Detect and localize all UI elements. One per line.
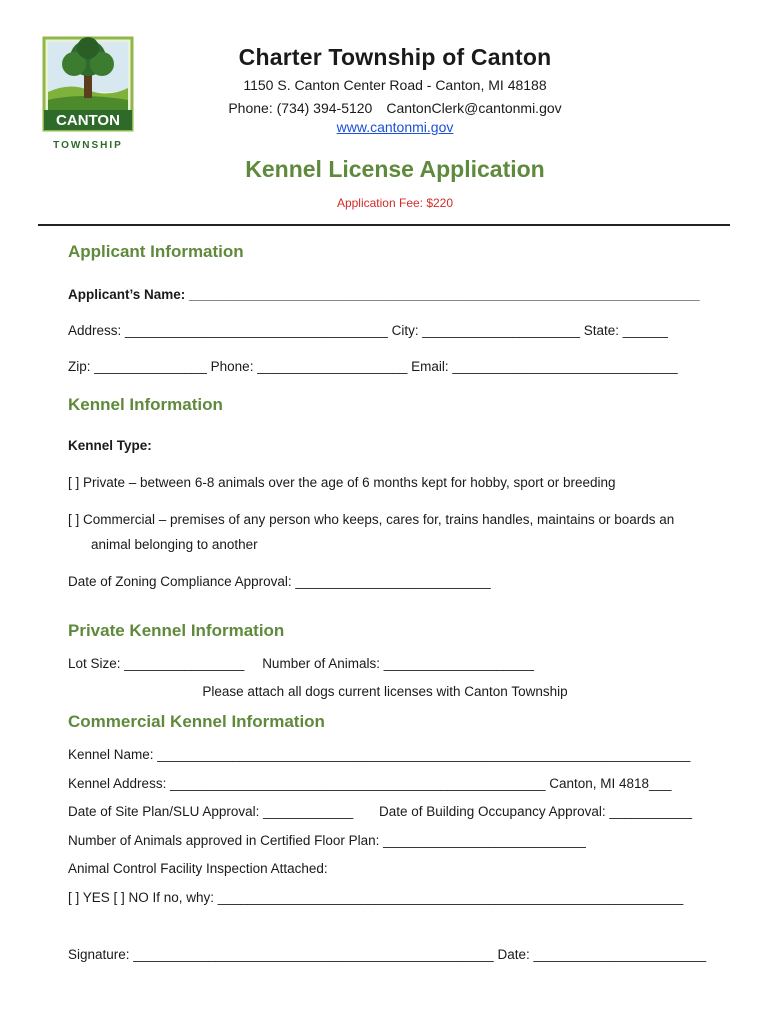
- website-link[interactable]: www.cantonmi.gov: [336, 119, 454, 135]
- organization-address: 1150 S. Canton Center Road - Canton, MI 48188: [243, 77, 547, 93]
- zoning-approval-field[interactable]: Date of Zoning Compliance Approval: __________________________: [68, 574, 491, 589]
- contact-row: [68, 358, 678, 376]
- inspection-yes-no-field[interactable]: [ ] YES [ ] NO If no, why: ______________________________________________________________: [68, 890, 684, 905]
- license-attachment-note: Please attach all dogs current licenses with Canton Township: [202, 684, 568, 699]
- commercial-kennel-option[interactable]: [ ] Commercial – premises of any person who keeps, cares for, trains handles, maintains or boards an: [68, 512, 675, 527]
- document-header: [170, 42, 620, 211]
- state-field[interactable]: State: ______: [583, 323, 668, 338]
- phone-field[interactable]: Phone: ____________________: [210, 359, 408, 374]
- commercial-kennel-option-cont: animal belonging to another: [91, 537, 258, 552]
- private-kennel-row: [68, 655, 534, 673]
- private-kennel-heading: Private Kennel Information: [68, 621, 285, 640]
- commercial-kennel-heading: Commercial Kennel Information: [68, 712, 325, 731]
- site-plan-date-field[interactable]: Date of Site Plan/SLU Approval: ____________: [68, 804, 354, 819]
- signature-field[interactable]: Signature: ________________________________________________: [68, 947, 494, 962]
- address-row: [68, 322, 668, 340]
- kennel-name-field[interactable]: Kennel Name: _______________________________________________________________________: [68, 747, 691, 762]
- email-field[interactable]: Email: ______________________________: [411, 359, 678, 374]
- kennel-address-field[interactable]: Kennel Address: __________________________________________________ Canton, MI 4818___: [68, 776, 672, 791]
- occupancy-date-field[interactable]: Date of Building Occupancy Approval: ___________: [378, 804, 692, 819]
- zip-field[interactable]: Zip: _______________: [68, 359, 207, 374]
- header-divider: [38, 224, 730, 226]
- phone-number: Phone: (734) 394-5120: [228, 100, 373, 116]
- lot-size-field[interactable]: Lot Size: ________________: [68, 656, 245, 671]
- application-fee: Application Fee: $220: [336, 196, 454, 210]
- form-title: Kennel License Application: [245, 156, 545, 182]
- address-field[interactable]: Address: ___________________________________: [68, 323, 388, 338]
- svg-text:CANTON: CANTON: [56, 112, 120, 129]
- kennel-info-heading: Kennel Information: [68, 395, 223, 414]
- approval-dates-row: [68, 803, 692, 821]
- floor-plan-animals-field[interactable]: Number of Animals approved in Certified Floor Plan: ___________________________: [68, 833, 586, 848]
- signature-row: [68, 946, 706, 964]
- svg-text:TOWNSHIP: TOWNSHIP: [53, 140, 123, 151]
- private-kennel-option[interactable]: [ ] Private – between 6-8 animals over the age of 6 months kept for hobby, sport or breeding: [68, 475, 616, 490]
- date-field[interactable]: Date: _______________________: [497, 947, 707, 962]
- city-field[interactable]: City: _____________________: [391, 323, 580, 338]
- clerk-email: CantonClerk@cantonmi.gov: [386, 100, 562, 116]
- applicant-name-field[interactable]: Applicant’s Name: ____________________________________________________________________: [68, 287, 700, 302]
- contact-line: [170, 99, 620, 118]
- inspection-label: Animal Control Facility Inspection Attached:: [68, 861, 328, 876]
- number-of-animals-field[interactable]: Number of Animals: ____________________: [262, 656, 534, 671]
- kennel-type-label: Kennel Type:: [68, 438, 152, 453]
- applicant-info-heading: Applicant Information: [68, 242, 244, 261]
- organization-name: Charter Township of Canton: [238, 44, 552, 70]
- canton-township-logo: [40, 34, 136, 156]
